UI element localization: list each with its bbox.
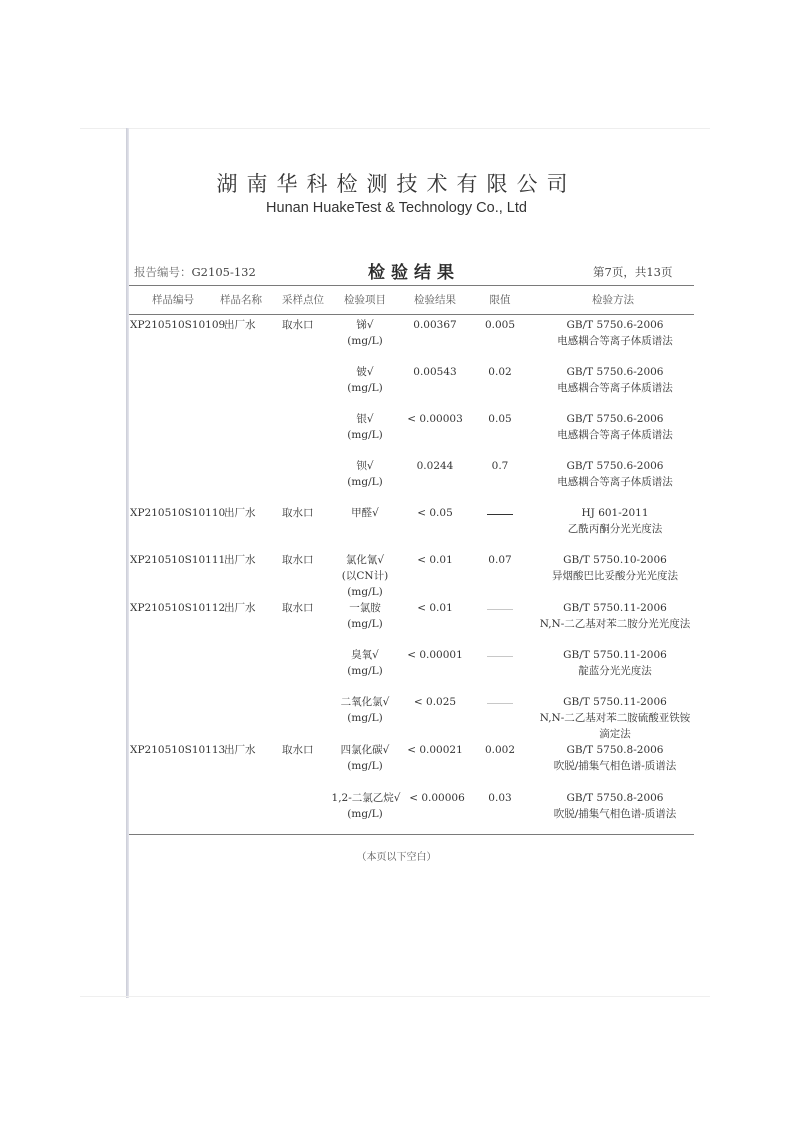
- header-result: 检验结果: [414, 294, 456, 306]
- company-name-cn: 湖南华科检测技术有限公司: [216, 172, 577, 196]
- header-sample-name: 样品名称: [220, 294, 262, 306]
- cell-unit: (mg/L): [347, 712, 383, 724]
- cell-sampling-point: 取水口: [282, 554, 314, 566]
- cell-method-name: 吹脱/捕集气相色谱-质谱法: [553, 808, 677, 820]
- cell-test-item: 二氧化氯√: [340, 696, 390, 708]
- cell-limit: 0.03: [488, 792, 512, 804]
- cell-test-item: 氯化氰√: [345, 554, 385, 566]
- cell-method-name: 靛蓝分光光度法: [578, 665, 652, 677]
- cell-test-item: 四氯化碳√: [340, 744, 390, 756]
- cell-test-item: 甲醛√: [351, 507, 379, 519]
- header-sampling-point: 采样点位: [282, 294, 324, 306]
- cell-limit: 0.05: [488, 413, 512, 425]
- cell-method-name: 吹脱/捕集气相色谱-质谱法: [553, 760, 677, 772]
- scan-edge-left: [126, 128, 129, 998]
- cell-result: < 0.01: [417, 554, 453, 566]
- cell-unit-2: (mg/L): [347, 586, 383, 598]
- cell-unit: (以CN计): [341, 570, 389, 582]
- cell-method-standard: GB/T 5750.11-2006: [563, 649, 667, 661]
- cell-method-name: 电感耦合等离子体质谱法: [557, 382, 673, 394]
- cell-method-name: 异烟酸巴比妥酸分光光度法: [552, 570, 678, 582]
- header-bottom-rule: [129, 314, 694, 315]
- cell-unit: (mg/L): [347, 476, 383, 488]
- cell-test-item: 银√: [356, 413, 374, 425]
- cell-result: < 0.00006: [409, 792, 465, 804]
- cell-unit: (mg/L): [347, 429, 383, 441]
- report-number-label: 报告编号：: [134, 265, 192, 279]
- cell-test-item: 1,2-二氯乙烷√: [331, 792, 401, 804]
- cell-method-name: 电感耦合等离子体质谱法: [557, 476, 673, 488]
- blank-below-note: （本页以下空白）: [356, 852, 437, 863]
- cell-method-standard: GB/T 5750.6-2006: [566, 366, 664, 378]
- cell-limit-dash: [487, 703, 513, 704]
- cell-unit: (mg/L): [347, 665, 383, 677]
- cell-test-item: 臭氧√: [351, 649, 379, 661]
- cell-sample-id: XP210510S10110: [130, 507, 226, 519]
- cell-result: < 0.00003: [407, 413, 463, 425]
- header-limit: 限值: [489, 294, 511, 306]
- cell-test-item: 一氯胺: [349, 602, 381, 614]
- cell-test-item: 钡√: [356, 460, 374, 472]
- cell-method-standard: GB/T 5750.10-2006: [563, 554, 667, 566]
- cell-unit: (mg/L): [347, 382, 383, 394]
- header-sample-id: 样品编号: [152, 294, 194, 306]
- cell-sample-id: XP210510S10112: [130, 602, 226, 614]
- cell-result: < 0.01: [417, 602, 453, 614]
- scan-edge-top: [80, 128, 710, 129]
- cell-sample-name: 出厂水: [224, 507, 256, 519]
- cell-limit: 0.005: [484, 319, 516, 331]
- cell-sampling-point: 取水口: [282, 319, 314, 331]
- page-info: 第7页，共13页: [593, 265, 673, 279]
- table-bottom-rule: [129, 834, 694, 835]
- cell-result: 0.00543: [413, 366, 457, 378]
- cell-sample-id: XP210510S10111: [130, 554, 226, 566]
- cell-result: < 0.00021: [407, 744, 463, 756]
- cell-limit: 0.07: [488, 554, 512, 566]
- cell-result: < 0.05: [417, 507, 453, 519]
- cell-unit: (mg/L): [347, 808, 383, 820]
- cell-sample-name: 出厂水: [224, 554, 256, 566]
- report-number: [134, 264, 256, 280]
- cell-result: 0.00367: [413, 319, 457, 331]
- cell-test-item: 锑√: [356, 319, 374, 331]
- cell-method-standard: GB/T 5750.8-2006: [566, 792, 664, 804]
- cell-unit: (mg/L): [347, 760, 383, 772]
- document-title: 检验结果: [368, 263, 460, 283]
- cell-method-standard: HJ 601-2011: [581, 507, 649, 519]
- report-number-value: G2105-132: [191, 265, 256, 279]
- cell-limit-dash: [487, 514, 513, 515]
- cell-sampling-point: 取水口: [282, 744, 314, 756]
- cell-method-name: N,N-二乙基对苯二胺分光光度法: [539, 618, 691, 630]
- cell-sample-id: XP210510S10109: [130, 319, 226, 331]
- cell-limit: 0.7: [491, 460, 509, 472]
- cell-method-name-2: 滴定法: [599, 728, 631, 740]
- table-top-rule: [129, 285, 694, 286]
- cell-limit-dash: [487, 609, 513, 610]
- cell-unit: (mg/L): [347, 335, 383, 347]
- cell-sampling-point: 取水口: [282, 602, 314, 614]
- cell-method-name: 电感耦合等离子体质谱法: [557, 429, 673, 441]
- cell-method-standard: GB/T 5750.6-2006: [566, 413, 664, 425]
- cell-method-standard: GB/T 5750.6-2006: [566, 460, 664, 472]
- cell-result: < 0.00001: [407, 649, 463, 661]
- cell-test-item: 铍√: [356, 366, 374, 378]
- cell-method-name: 电感耦合等离子体质谱法: [557, 335, 673, 347]
- scan-edge-bottom: [80, 996, 710, 997]
- cell-result: < 0.025: [413, 696, 457, 708]
- cell-sample-name: 出厂水: [224, 602, 256, 614]
- cell-method-standard: GB/T 5750.11-2006: [563, 602, 667, 614]
- cell-method-standard: GB/T 5750.11-2006: [563, 696, 667, 708]
- cell-unit: (mg/L): [347, 618, 383, 630]
- cell-sample-id: XP210510S10113: [130, 744, 226, 756]
- company-name-en: Hunan HuakeTest & Technology Co., Ltd: [266, 200, 527, 216]
- header-method: 检验方法: [592, 294, 634, 306]
- cell-limit-dash: [487, 656, 513, 657]
- cell-result: 0.0244: [416, 460, 454, 472]
- cell-limit: 0.02: [488, 366, 512, 378]
- header-test-item: 检验项目: [344, 294, 386, 306]
- cell-method-name: 乙酰丙酮分光光度法: [567, 523, 663, 535]
- cell-method-standard: GB/T 5750.6-2006: [566, 319, 664, 331]
- cell-method-name: N,N-二乙基对苯二胺硫酸亚铁铵: [539, 712, 691, 724]
- cell-sample-name: 出厂水: [224, 319, 256, 331]
- cell-limit: 0.002: [484, 744, 516, 756]
- cell-method-standard: GB/T 5750.8-2006: [566, 744, 664, 756]
- cell-sampling-point: 取水口: [282, 507, 314, 519]
- cell-sample-name: 出厂水: [224, 744, 256, 756]
